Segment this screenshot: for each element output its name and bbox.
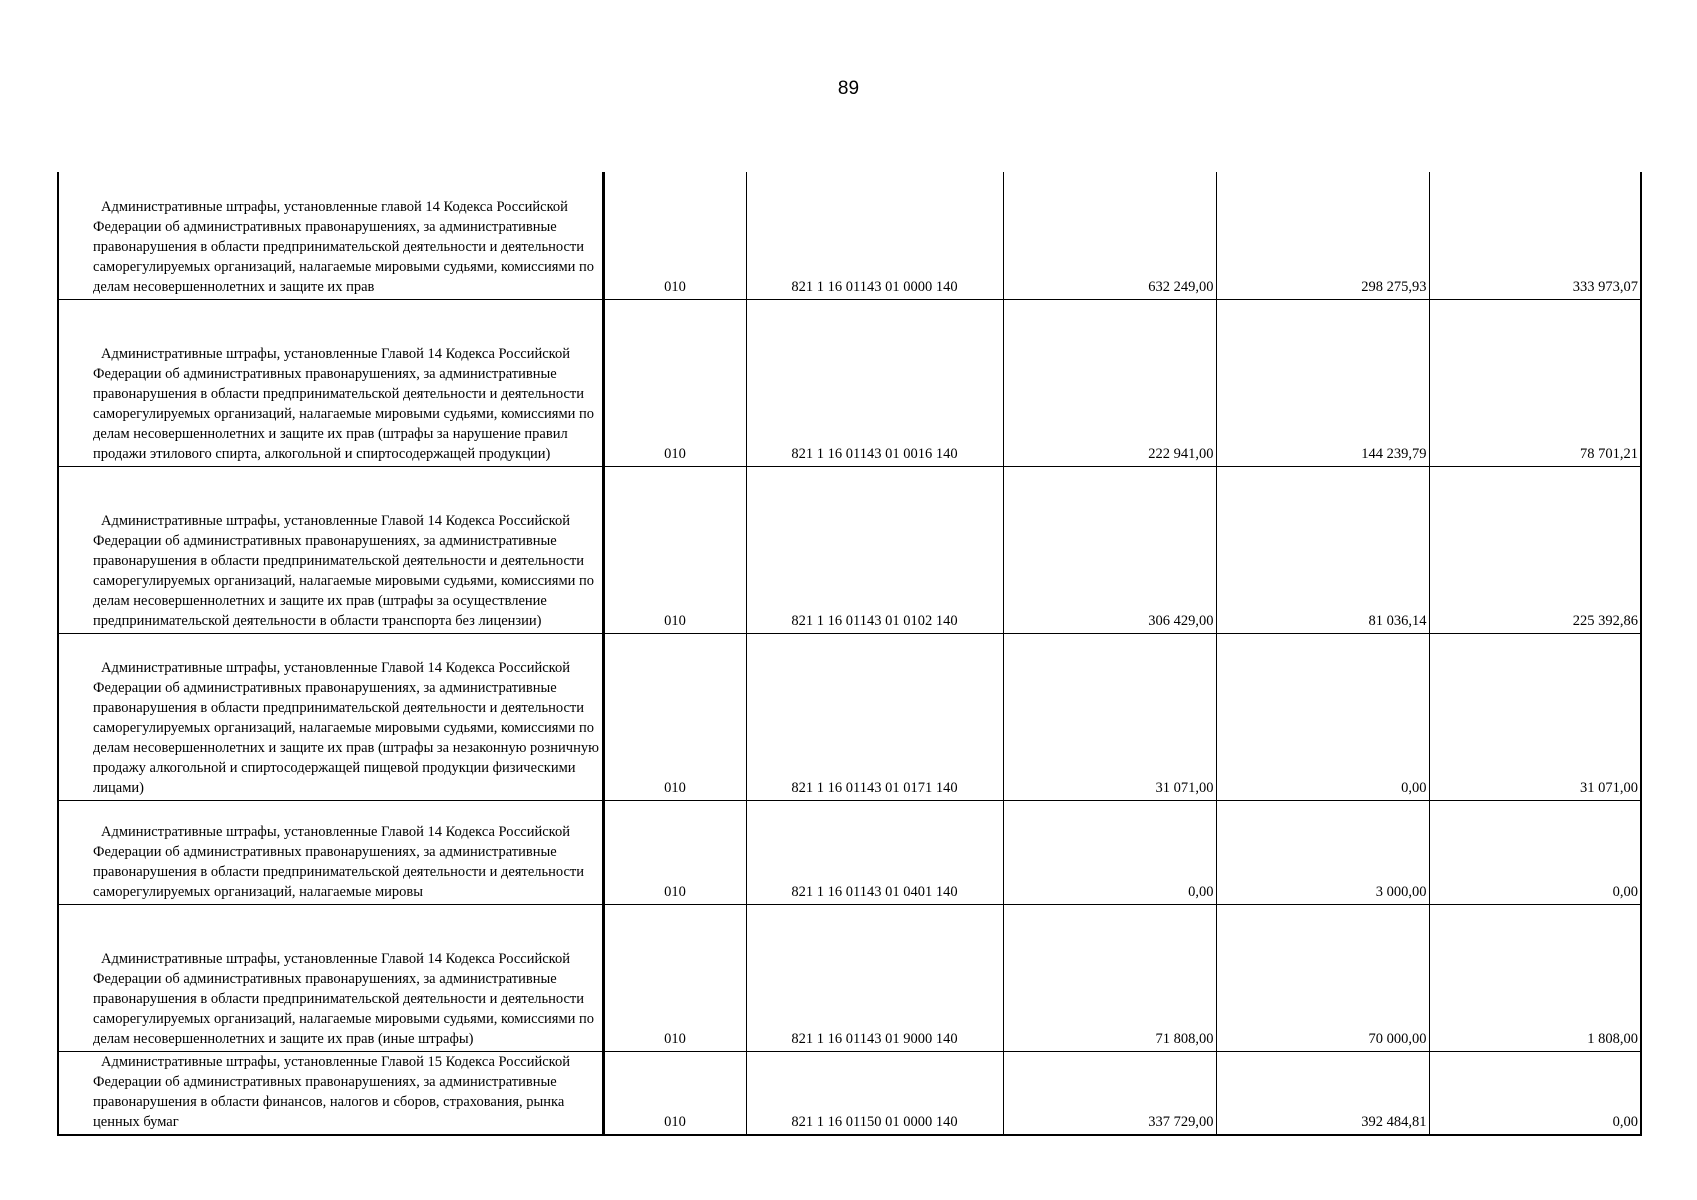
row-line-code: 010: [603, 1051, 746, 1135]
table-row: [58, 466, 1641, 633]
row-unexecuted-amount: 31 071,00: [1429, 633, 1641, 800]
row-approved-amount: 0,00: [1003, 800, 1216, 904]
row-budget-code: 821 1 16 01143 01 9000 140: [746, 904, 1003, 1051]
row-line-code: 010: [603, 299, 746, 466]
row-approved-amount: 632 249,00: [1003, 172, 1216, 299]
row-budget-code: 821 1 16 01143 01 0102 140: [746, 466, 1003, 633]
row-description: Административные штрафы, установленные Главой 15 Кодекса Российской Федерации об административных правонарушениях, за административные правонарушения в области финансов, налогов и сборов, страхования, рынка ценных бумаг: [58, 1051, 603, 1135]
row-unexecuted-amount: 0,00: [1429, 1051, 1641, 1135]
row-line-code: 010: [603, 466, 746, 633]
page-number: 89: [837, 78, 860, 99]
row-approved-amount: 31 071,00: [1003, 633, 1216, 800]
row-line-code: 010: [603, 904, 746, 1051]
row-line-code: 010: [603, 172, 746, 299]
row-approved-amount: 337 729,00: [1003, 1051, 1216, 1135]
table-row: [58, 1051, 1641, 1135]
row-approved-amount: 71 808,00: [1003, 904, 1216, 1051]
row-executed-amount: 0,00: [1216, 633, 1429, 800]
row-executed-amount: 392 484,81: [1216, 1051, 1429, 1135]
row-description: Административные штрафы, установленные Главой 14 Кодекса Российской Федерации об административных правонарушениях, за административные правонарушения в области предпринимательской деятельности и деятельности саморегулируемых организаций, налагаемые мировыми судьями, комиссиями по делам несовершеннолетних и защите их прав (штрафы за нарушение правил продажи этилового спирта, алкогольной и спиртосодержащей продукции): [58, 299, 603, 466]
revenue-table: [57, 172, 1642, 1136]
row-description: Административные штрафы, установленные Главой 14 Кодекса Российской Федерации об административных правонарушениях, за административные правонарушения в области предпринимательской деятельности и деятельности саморегулируемых организаций, налагаемые мировыми судьями, комиссиями по делам несовершеннолетних и защите их прав (иные штрафы): [58, 904, 603, 1051]
row-unexecuted-amount: 1 808,00: [1429, 904, 1641, 1051]
table-row: [58, 299, 1641, 466]
row-line-code: 010: [603, 633, 746, 800]
table-row: [58, 172, 1641, 299]
row-budget-code: 821 1 16 01143 01 0016 140: [746, 299, 1003, 466]
row-description: Административные штрафы, установленные Главой 14 Кодекса Российской Федерации об административных правонарушениях, за административные правонарушения в области предпринимательской деятельности и деятельности саморегулируемых организаций, налагаемые мировыми судьями, комиссиями по делам несовершеннолетних и защите их прав (штрафы за осуществление предпринимательской деятельности в области транспорта без лицензии): [58, 466, 603, 633]
row-executed-amount: 81 036,14: [1216, 466, 1429, 633]
row-unexecuted-amount: 225 392,86: [1429, 466, 1641, 633]
row-description: Административные штрафы, установленные главой 14 Кодекса Российской Федерации об административных правонарушениях, за административные правонарушения в области предпринимательской деятельности и деятельности саморегулируемых организаций, налагаемые мировыми судьями, комиссиями по делам несовершеннолетних и защите их прав: [58, 172, 603, 299]
row-budget-code: 821 1 16 01143 01 0000 140: [746, 172, 1003, 299]
row-executed-amount: 144 239,79: [1216, 299, 1429, 466]
row-description: Административные штрафы, установленные Главой 14 Кодекса Российской Федерации об административных правонарушениях, за административные правонарушения в области предпринимательской деятельности и деятельности саморегулируемых организаций, налагаемые мировы: [58, 800, 603, 904]
row-unexecuted-amount: 333 973,07: [1429, 172, 1641, 299]
row-line-code: 010: [603, 800, 746, 904]
table-row: [58, 633, 1641, 800]
row-approved-amount: 222 941,00: [1003, 299, 1216, 466]
row-budget-code: 821 1 16 01150 01 0000 140: [746, 1051, 1003, 1135]
row-approved-amount: 306 429,00: [1003, 466, 1216, 633]
table-row: [58, 904, 1641, 1051]
row-budget-code: 821 1 16 01143 01 0171 140: [746, 633, 1003, 800]
row-unexecuted-amount: 0,00: [1429, 800, 1641, 904]
row-unexecuted-amount: 78 701,21: [1429, 299, 1641, 466]
row-executed-amount: 298 275,93: [1216, 172, 1429, 299]
table-row: [58, 800, 1641, 904]
row-executed-amount: 3 000,00: [1216, 800, 1429, 904]
row-budget-code: 821 1 16 01143 01 0401 140: [746, 800, 1003, 904]
row-description: Административные штрафы, установленные Главой 14 Кодекса Российской Федерации об административных правонарушениях, за административные правонарушения в области предпринимательской деятельности и деятельности саморегулируемых организаций, налагаемые мировыми судьями, комиссиями по делам несовершеннолетних и защите их прав (штрафы за незаконную розничную продажу алкогольной и спиртосодержащей пищевой продукции физическими лицами): [58, 633, 603, 800]
row-executed-amount: 70 000,00: [1216, 904, 1429, 1051]
